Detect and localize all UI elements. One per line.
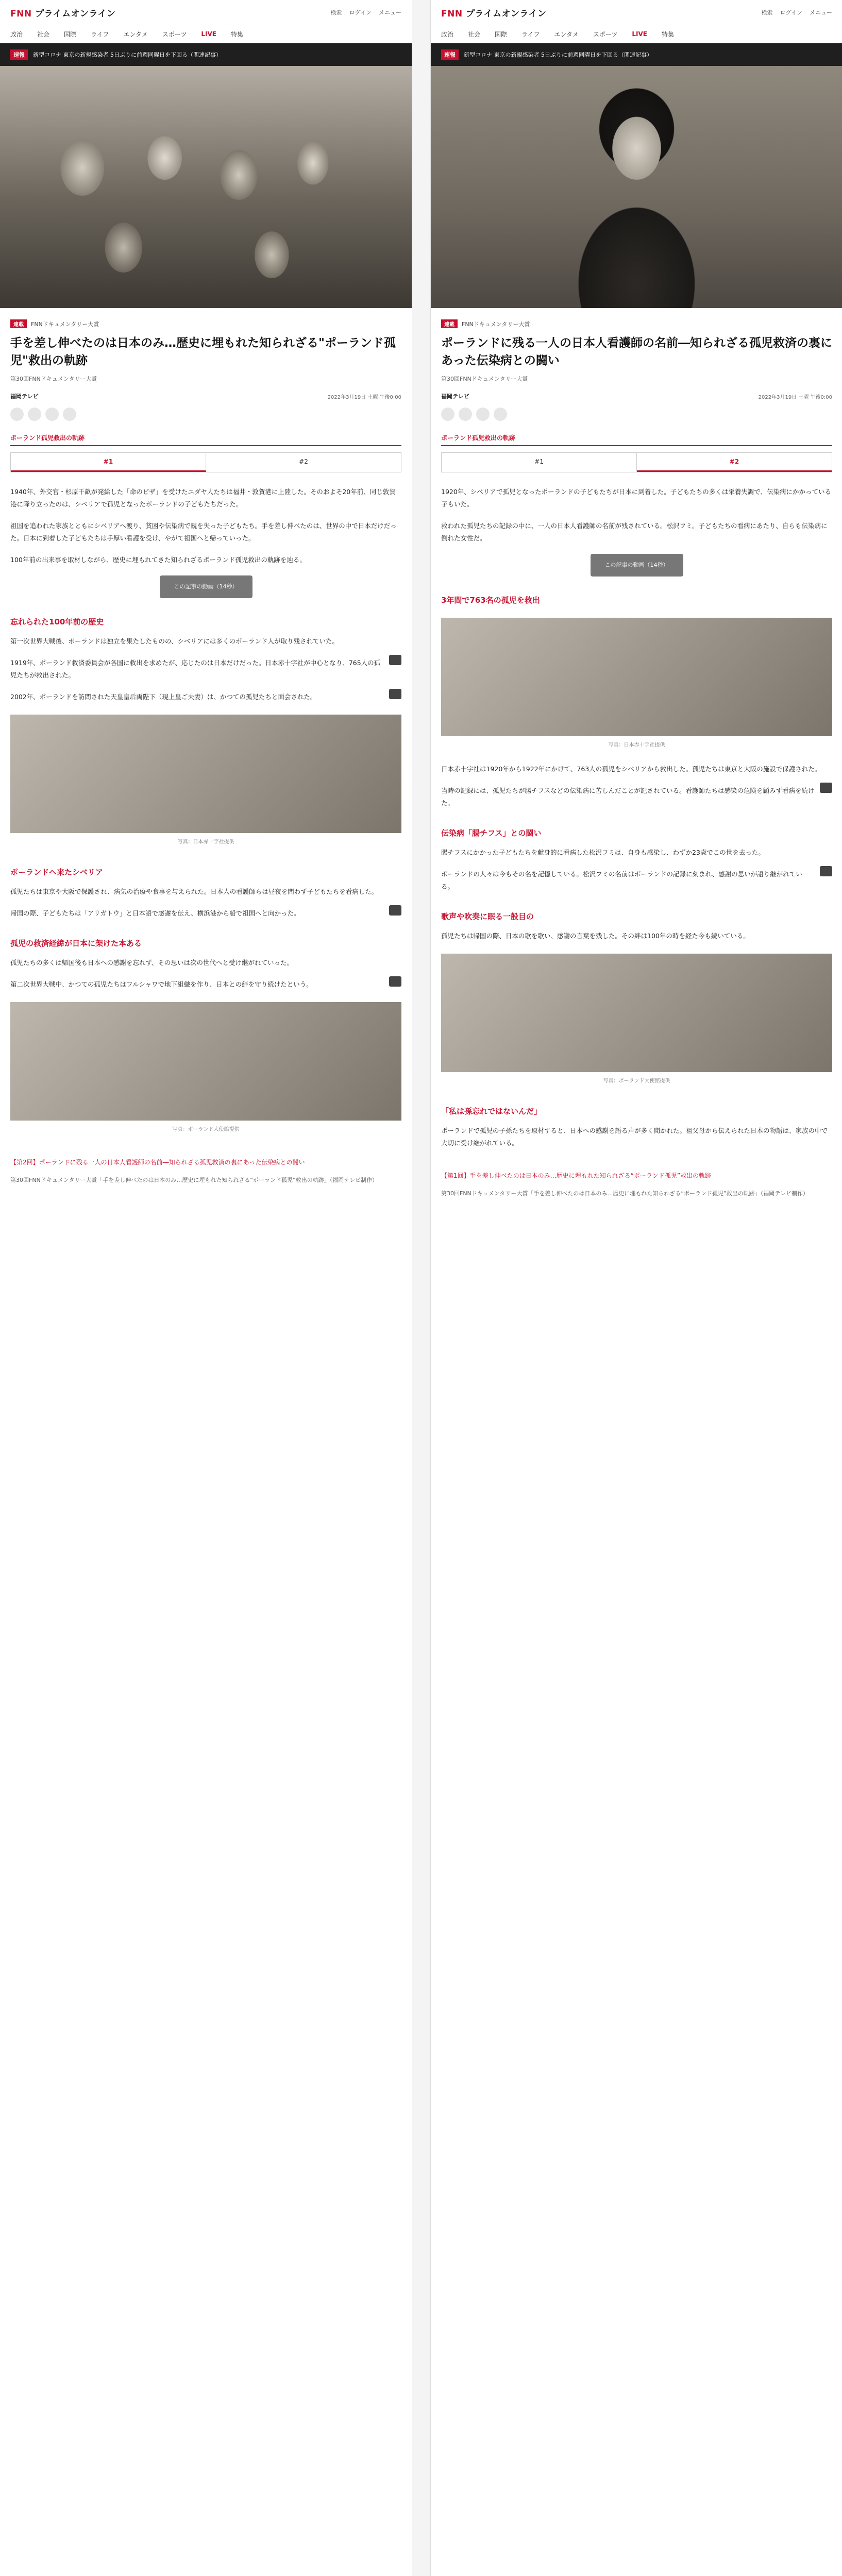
article-page-left	[0, 0, 412, 2576]
site-header	[0, 0, 412, 25]
article-body	[10, 486, 401, 1136]
related-article-link[interactable]: 【第2回】ポーランドに残る一人の日本人看護師の名前―知られざる孤児救済の裏にあった伝染病との闘い	[10, 1159, 305, 1166]
paragraph: 救われた孤児たちの記録の中に、一人の日本人看護師の名前が残されている。松沢フミ。子どもたちの看病にあたり、自らも伝染病に倒れた女性だ。	[441, 522, 828, 542]
series-list-title: ポーランド孤児救出の軌跡	[441, 433, 832, 446]
share-buttons	[10, 408, 401, 421]
article-source: 第30回FNNドキュメンタリー大賞	[10, 376, 97, 382]
image-icon[interactable]	[389, 905, 401, 916]
image-icon[interactable]	[389, 689, 401, 699]
figure-photo[interactable]	[441, 618, 832, 736]
author-name[interactable]: 福岡テレビ	[441, 393, 469, 400]
image-icon[interactable]	[820, 866, 832, 876]
figure-caption: 写真：ポーランド大使館提供	[603, 1078, 670, 1084]
byline	[10, 392, 401, 400]
nav-entertainment[interactable]: エンタメ	[123, 30, 148, 38]
section-heading: 3年間で763名の孤児を救出	[441, 596, 540, 605]
paragraph: 孤児たちの多くは帰国後も日本への感謝を忘れず、その思いは次の世代へと受け継がれていった。	[10, 959, 294, 967]
image-icon[interactable]	[389, 976, 401, 987]
nav-life[interactable]: ライフ	[91, 30, 109, 38]
nav-society[interactable]: 社会	[468, 30, 481, 38]
nav-international[interactable]: 国際	[64, 30, 77, 38]
section-heading: ポーランドへ来たシベリア	[10, 868, 104, 877]
paragraph: 日本赤十字社は1920年から1922年にかけて、763人の孤児をシベリアから救出した。孤児たちは東京と大阪の施設で保護された。	[441, 765, 821, 773]
site-logo[interactable]	[441, 6, 546, 19]
hero-photo-nurse-portrait	[431, 66, 842, 308]
share-line-icon[interactable]	[45, 408, 59, 421]
menu-link[interactable]: メニュー	[810, 9, 832, 16]
share-facebook-icon[interactable]	[10, 408, 24, 421]
logo-text: プライムオンライン	[35, 8, 116, 19]
footer-note: 第30回FNNドキュメンタリー大賞「手を差し伸べたのは日本のみ…歴史に埋もれた知られざる“ポーランド孤児”救出の軌跡」（福岡テレビ制作）	[441, 1190, 809, 1197]
breaking-news-bar[interactable]	[0, 43, 412, 66]
series-pager	[10, 452, 401, 472]
article-source: 第30回FNNドキュメンタリー大賞	[441, 376, 528, 382]
category-nav	[431, 25, 842, 43]
paragraph: 当時の記録には、孤児たちが腸チフスなどの伝染病に苦しんだことが記されている。看護師たちは感染の危険を顧みず看病を続けた。	[441, 787, 815, 807]
series-name: FNNドキュメンタリー大賞	[31, 320, 99, 328]
breaking-text: 新型コロナ 東京の新規感染者 5日ぶりに前週同曜日を下回る（関連記事）	[464, 52, 652, 58]
site-header	[431, 0, 842, 25]
series-pager	[441, 452, 832, 472]
image-icon[interactable]	[820, 783, 832, 793]
nav-live[interactable]: LIVE	[201, 30, 216, 38]
nav-entertainment[interactable]: エンタメ	[554, 30, 579, 38]
logo-fnn: FNN	[441, 8, 463, 19]
share-facebook-icon[interactable]	[441, 408, 454, 421]
article-figure	[10, 1002, 401, 1136]
breaking-text: 新型コロナ 東京の新規感染者 5日ぶりに前週同曜日を下回る（関連記事）	[33, 52, 222, 58]
site-logo[interactable]	[10, 6, 115, 19]
page-1-button[interactable]: #1	[442, 453, 637, 472]
login-link[interactable]: ログイン	[780, 9, 802, 16]
paragraph: 祖国を追われた家族とともにシベリアへ渡り、貧困や伝染病で親を失った子どもたち。手を差し伸べたのは、世界の中で日本だけだった。日本に到着した子どもたちは手厚い看護を受け、やがて祖国へと帰っていった。	[10, 522, 397, 542]
article-content	[0, 319, 412, 1185]
hero-photo-children	[0, 66, 412, 308]
category-nav	[0, 25, 412, 43]
paragraph: 第一次世界大戦後、ポーランドは独立を果たしたものの、シベリアには多くのポーランド人が取り残されていた。	[10, 637, 339, 645]
article-figure	[441, 618, 832, 752]
nav-life[interactable]: ライフ	[521, 30, 540, 38]
nav-sports[interactable]: スポーツ	[593, 30, 618, 38]
menu-link[interactable]: メニュー	[379, 9, 401, 16]
paragraph: 腸チフスにかかった子どもたちを献身的に看病した松沢フミは、自身も感染し、わずか23歳でこの世を去った。	[441, 849, 765, 856]
series-label: 連載	[10, 319, 27, 328]
paragraph: 第二次世界大戦中、かつての孤児たちはワルシャワで地下組織を作り、日本との絆を守り続けたという。	[10, 980, 313, 988]
publish-date: 2022年3月19日 土曜 午後0:00	[758, 394, 832, 400]
publish-date: 2022年3月19日 土曜 午後0:00	[327, 394, 401, 400]
breaking-tag: 速報	[10, 49, 28, 60]
page-2-button[interactable]: #2	[637, 453, 832, 472]
footer-note: 第30回FNNドキュメンタリー大賞「手を差し伸べたのは日本のみ…歴史に埋もれた知られざる“ポーランド孤児”救出の軌跡」（福岡テレビ制作）	[10, 1177, 378, 1183]
paragraph: ポーランドの人々は今もその名を記憶している。松沢フミの名前はポーランドの記録に刻まれ、感謝の思いが語り継がれている。	[441, 870, 802, 890]
article-title: 手を差し伸べたのは日本のみ…歴史に埋もれた知られざる"ポーランド孤児"救出の軌跡	[10, 336, 396, 367]
paragraph: 帰国の際、子どもたちは「アリガトウ」と日本語で感謝を伝え、横浜港から船で祖国へと向かった。	[10, 909, 300, 917]
figure-photo[interactable]	[10, 715, 401, 833]
image-icon[interactable]	[389, 655, 401, 665]
breaking-tag: 速報	[441, 49, 459, 60]
nav-politics[interactable]: 政治	[441, 30, 454, 38]
article-figure	[441, 954, 832, 1088]
series-name: FNNドキュメンタリー大賞	[462, 320, 530, 328]
search-link[interactable]: 検索	[761, 9, 773, 16]
article-title: ポーランドに残る一人の日本人看護師の名前―知られざる孤児救済の裏にあった伝染病との闘い	[441, 336, 832, 367]
header-links	[762, 8, 832, 16]
section-heading: 歌声や吹奏に眠る一般目の	[441, 912, 534, 921]
article-body	[441, 486, 832, 1149]
series-list-title: ポーランド孤児救出の軌跡	[10, 433, 401, 446]
paragraph: 1919年、ポーランド救済委員会が各国に救出を求めたが、応じたのは日本だけだった。日本赤十字社が中心となり、765人の孤児たちが救出された。	[10, 659, 381, 679]
figure-caption: 写真：日本赤十字社提供	[177, 839, 234, 845]
nav-live[interactable]: LIVE	[632, 30, 647, 38]
figure-caption: 写真：日本赤十字社提供	[608, 742, 665, 748]
section-heading: 「私は孫忘れではないんだ」	[441, 1107, 542, 1116]
figure-caption: 写真：ポーランド大使館提供	[172, 1127, 240, 1132]
nav-features[interactable]: 特集	[231, 30, 244, 38]
header-links	[331, 8, 401, 16]
nav-politics[interactable]: 政治	[10, 30, 23, 38]
logo-text: プライムオンライン	[466, 8, 547, 19]
article-content	[431, 319, 842, 1199]
paragraph: 2002年、ポーランドを訪問された天皇皇后両陛下（現上皇ご夫妻）は、かつての孤児たちと面会された。	[10, 693, 317, 701]
paragraph: ポーランドで孤児の子孫たちを取材すると、日本への感謝を語る声が多く聞かれた。祖父母から伝えられた日本の物語は、家族の中で大切に受け継がれている。	[441, 1127, 828, 1147]
nav-features[interactable]: 特集	[662, 30, 675, 38]
nav-international[interactable]: 国際	[495, 30, 508, 38]
video-play-button[interactable]: この記事の動画（14秒）	[591, 554, 683, 577]
figure-photo[interactable]	[10, 1002, 401, 1121]
nav-society[interactable]: 社会	[37, 30, 50, 38]
section-heading: 忘れられた100年前の歴史	[10, 617, 104, 626]
paragraph: 孤児たちは帰国の際、日本の歌を歌い、感謝の言葉を残した。その絆は100年の時を経た今も続いている。	[441, 932, 750, 940]
paragraph: 孤児たちは東京や大阪で保護され、病気の治療や食事を与えられた。日本人の看護師らは昼夜を問わず子どもたちを看病した。	[10, 888, 378, 895]
series-tag[interactable]	[441, 319, 832, 328]
share-line-icon[interactable]	[476, 408, 490, 421]
page-1-button[interactable]: #1	[11, 453, 206, 472]
logo-fnn: FNN	[10, 8, 32, 19]
paragraph: 1940年、外交官・杉原千畝が発給した「命のビザ」を受けたユダヤ人たちは福井・敦賀港に上陸した。そのおよそ20年前、同じ敦賀港に降り立ったのは、シベリアで孤児となったポーランドの子どもたちだった。	[10, 488, 396, 508]
share-copy-icon[interactable]	[63, 408, 76, 421]
figure-photo[interactable]	[441, 954, 832, 1072]
page-2-button[interactable]: #2	[299, 458, 308, 465]
share-copy-icon[interactable]	[494, 408, 507, 421]
series-tag[interactable]	[10, 319, 401, 328]
share-twitter-icon[interactable]	[459, 408, 472, 421]
series-label: 連載	[441, 319, 458, 328]
login-link[interactable]: ログイン	[349, 9, 372, 16]
article-page-right	[430, 0, 842, 2576]
share-buttons	[441, 408, 832, 421]
paragraph: 100年前の出来事を取材しながら、歴史に埋もれてきた知られざるポーランド孤児救出の軌跡を辿る。	[10, 556, 306, 564]
author-name[interactable]: 福岡テレビ	[10, 393, 39, 400]
section-heading: 孤児の救済経緯が日本に架けた本ある	[10, 939, 142, 948]
paragraph: 1920年、シベリアで孤児となったポーランドの子どもたちが日本に到着した。子どもたちの多くは栄養失調で、伝染病にかかっている子もいた。	[441, 488, 831, 508]
related-article-link[interactable]: 【第1回】手を差し伸べたのは日本のみ…歴史に埋もれた知られざる“ポーランド孤児”救出の軌跡	[441, 1172, 712, 1179]
article-figure	[10, 715, 401, 849]
nav-sports[interactable]: スポーツ	[162, 30, 187, 38]
byline	[441, 392, 832, 400]
breaking-news-bar[interactable]	[431, 43, 842, 66]
section-heading: 伝染病「腸チフス」との闘い	[441, 828, 542, 838]
search-link[interactable]: 検索	[330, 9, 342, 16]
video-play-button[interactable]: この記事の動画（14秒）	[160, 575, 252, 598]
share-twitter-icon[interactable]	[28, 408, 41, 421]
